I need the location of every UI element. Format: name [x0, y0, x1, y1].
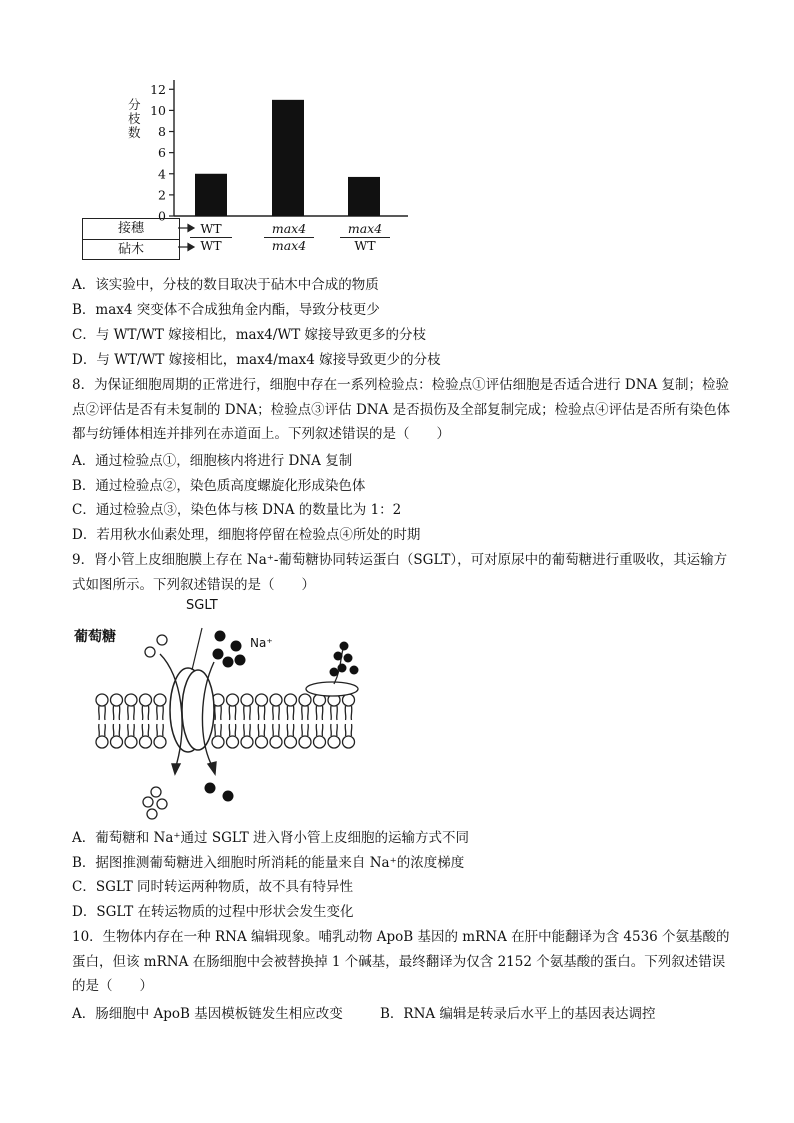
lipid-head: [241, 694, 253, 706]
lipid-tail: [302, 724, 309, 736]
y-axis-label: 分枝数: [128, 97, 141, 140]
lipid-tail: [273, 724, 280, 736]
lipid-head: [314, 736, 326, 748]
lipid-tail: [287, 724, 294, 736]
lipid-tail: [128, 706, 135, 720]
q10-option-a: A．肠细胞中 ApoB 基因模板链发生相应改变: [72, 1006, 343, 1022]
bar-wt-wt: [195, 174, 227, 216]
q9-option-a: A．葡萄糖和 Na⁺通过 SGLT 进入肾小管上皮细胞的运输方式不同: [72, 830, 470, 846]
lipid-head: [154, 736, 166, 748]
scion-row-label: 接穗: [117, 221, 144, 236]
lipid-tail: [258, 724, 265, 736]
q8-option-d: D．若用秋水仙素处理，细胞将停留在检验点④所处的时期: [72, 527, 421, 543]
q7-option-d: D．与 WT/WT 嫁接相比，max4/max4 嫁接导致更少的分枝: [72, 352, 441, 368]
lipid-head: [270, 736, 282, 748]
q9-option-c: C．SGLT 同时转运两种物质，故不具有特异性: [72, 879, 354, 895]
lipid-tail: [128, 724, 135, 736]
sodium-outside: [213, 631, 246, 668]
sglt-label: SGLT: [186, 598, 218, 613]
lipid-head: [96, 694, 108, 706]
q9-stem: 9．肾小管上皮细胞膜上存在 Na⁺-葡萄糖协同转运蛋白（SGLT），可对原尿中的葡萄糖进行重吸收，其运输方式如图所示。下列叙述错误的是（ ）: [72, 552, 728, 593]
glycoprotein: [306, 642, 359, 697]
lipid-tail: [215, 724, 222, 736]
lipid-tail: [244, 706, 251, 720]
lipid-tail: [157, 724, 164, 736]
lipid-head: [140, 694, 152, 706]
y-tick-label: 4: [158, 166, 166, 182]
graft-label-wt-wt: [190, 221, 232, 254]
stock-label: WT: [354, 238, 376, 253]
lipid-tail: [244, 724, 251, 736]
graft-label-table: [82, 218, 180, 260]
lipid-head: [343, 736, 355, 748]
y-tick-label: 6: [158, 145, 166, 161]
bar-max4-max4: [272, 100, 304, 216]
q7-option-b: B．max4 突变体不合成独角金内酯，导致分枝更少: [72, 302, 380, 318]
lipid-tail: [142, 724, 149, 736]
lipid-head: [96, 736, 108, 748]
lipid-head: [285, 736, 297, 748]
lipid-head: [227, 694, 239, 706]
lipid-head: [111, 736, 123, 748]
lipid-tail: [331, 724, 338, 736]
q9-option-b: B．据图推测葡萄糖进入细胞时所消耗的能量来自 Na⁺的浓度梯度: [72, 855, 465, 871]
sodium-inside: [205, 783, 234, 802]
scion-label: max4: [264, 221, 314, 238]
membrane-diagram: [72, 596, 372, 826]
lipid-tail: [99, 724, 106, 736]
q10-option-b: B．RNA 编辑是转录后水平上的基因表达调控: [380, 1006, 656, 1022]
lipid-tail: [345, 724, 352, 736]
lipid-tail: [113, 706, 120, 720]
y-tick-label: 8: [158, 124, 166, 140]
lipid-tail: [157, 706, 164, 720]
lipid-head: [227, 736, 239, 748]
sglt-membrane-figure: [72, 596, 372, 826]
glucose-inside: [143, 787, 167, 819]
lipid-tail: [316, 724, 323, 736]
lipid-head: [270, 694, 282, 706]
q8-option-b: B．通过检验点②，染色质高度螺旋化形成染色体: [72, 478, 366, 494]
lipid-head: [256, 736, 268, 748]
lipid-head: [285, 694, 297, 706]
lipid-head: [241, 736, 253, 748]
q7-option-c: C．与 WT/WT 嫁接相比，max4/WT 嫁接导致更多的分枝: [72, 327, 426, 343]
y-tick-label: 10: [150, 102, 166, 118]
lipid-head: [111, 694, 123, 706]
lipid-head: [256, 694, 268, 706]
lipid-head: [328, 736, 340, 748]
stock-label: WT: [200, 238, 222, 253]
glucose-label: 葡萄糖: [74, 629, 116, 645]
lipid-tail: [302, 706, 309, 720]
lipid-head: [299, 736, 311, 748]
graft-label-max4-max4: [264, 221, 314, 254]
scion-label: max4: [340, 221, 390, 238]
lipid-head: [140, 736, 152, 748]
q8-option-a: A．通过检验点①，细胞核内将进行 DNA 复制: [72, 453, 353, 469]
bar-max4-wt: [348, 177, 380, 216]
lipid-head: [125, 736, 137, 748]
lipid-tail: [258, 706, 265, 720]
lipid-head: [154, 694, 166, 706]
stock-label: max4: [271, 238, 307, 253]
lipid-tail: [99, 706, 106, 720]
lipid-head: [299, 694, 311, 706]
lipid-tail: [273, 706, 280, 720]
graft-label-max4-wt: [340, 221, 390, 254]
lipid-tail: [345, 706, 352, 720]
sodium-label: Na⁺: [250, 636, 273, 650]
q9-option-d: D．SGLT 在转运物质的过程中形状会发生变化: [72, 904, 354, 920]
lipid-tail: [229, 724, 236, 736]
lipid-head: [212, 736, 224, 748]
lipid-bilayer: [96, 694, 355, 748]
chart-y-ticks: [150, 82, 174, 224]
chart-bars: [195, 100, 380, 216]
y-tick-label: 0: [158, 208, 166, 224]
lipid-tail: [316, 706, 323, 720]
lipid-head: [125, 694, 137, 706]
lipid-tail: [287, 706, 294, 720]
q8-option-c: C．通过检验点③，染色体与核 DNA 的数量比为 1：2: [72, 502, 402, 518]
lipid-tail: [113, 724, 120, 736]
lipid-tail: [331, 706, 338, 720]
y-tick-label: 2: [158, 187, 166, 203]
scion-label: WT: [190, 221, 232, 238]
sglt-pointer: [192, 628, 202, 670]
lipid-tail: [142, 706, 149, 720]
y-tick-label: 12: [150, 81, 166, 97]
q10-stem: 10．生物体内存在一种 RNA 编辑现象。哺乳动物 ApoB 基因的 mRNA 在肝中能翻译为含 4536 个氨基酸的蛋白，但该 mRNA 在肠细胞中会被替换掉 1 个碱基，最终翻译为仅含 2152 个氨基酸的蛋白。下列叙述错误的是（ ）: [72, 929, 730, 994]
q7-option-a: A．该实验中，分枝的数目取决于砧木中合成的物质: [72, 277, 379, 293]
lipid-tail: [215, 706, 222, 720]
lipid-tail: [229, 706, 236, 720]
q8-stem: 8．为保证细胞周期的正常进行，细胞中存在一系列检验点：检验点①评估细胞是否适合进行 DNA 复制；检验点②评估是否有未复制的 DNA；检验点③评估 DNA 是否损伤及全部复制完成；检验点④评估是否所有染色体都与纺锤体相连并排列在赤道面上。下列叙述错误的是（ ）: [72, 377, 731, 442]
glucose-outside: [145, 635, 167, 657]
stock-row-label: 砧木: [83, 239, 179, 260]
